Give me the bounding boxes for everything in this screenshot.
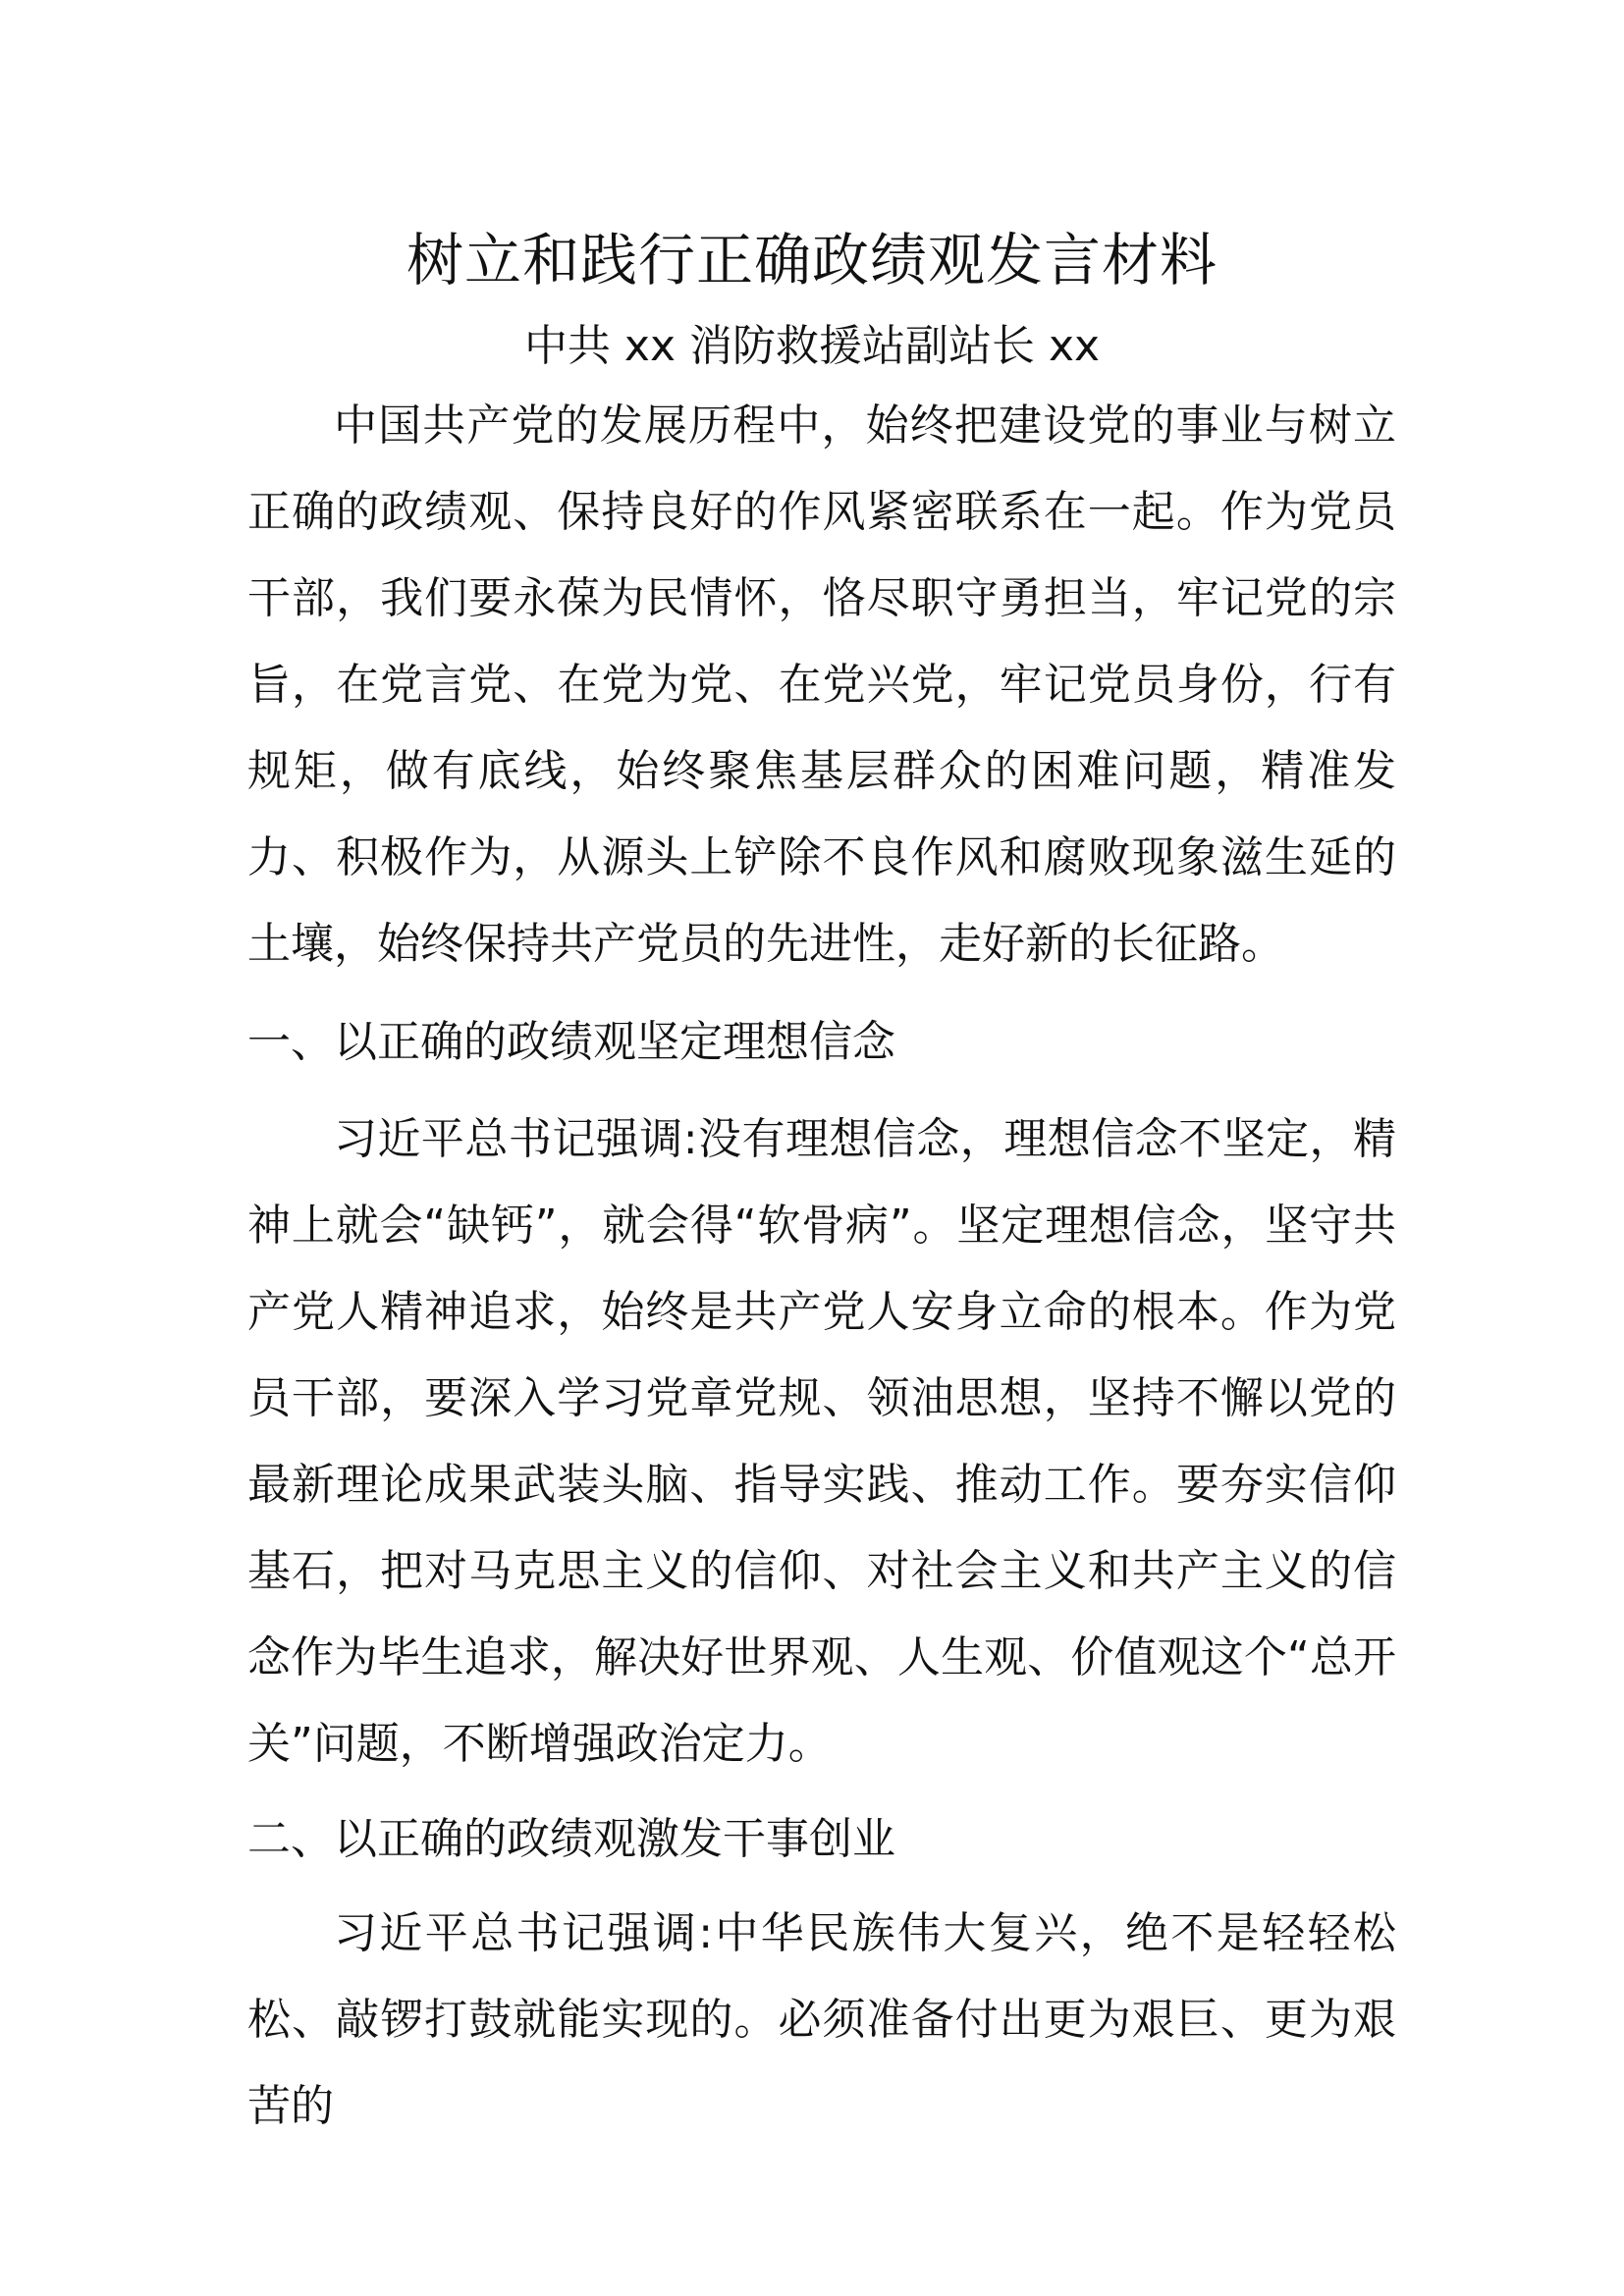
section-heading-2: 二、以正确的政绩观激发干事创业 (247, 1814, 895, 1864)
author-byline: 中共 xx 消防救援站副站长 xx (523, 321, 1101, 371)
section-heading-1: 一、以正确的政绩观坚定理想信念 (247, 1017, 895, 1067)
intro-paragraph: 中国共产党的发展历程中，始终把建设党的事业与树立正确的政绩观、保持良好的作风紧密联系在一起。作为党员干部，我们要永葆为民情怀，恪尽职守勇担当，牢记党的宗旨，在党言党、在党为党、在党兴党，牢记党员身份，行有规矩，做有底线，始终聚焦基层群众的困难问题，精准发力、积极作为，从源头上铲除不良作风和腐败现象滋生延的土壤，始终保持共产党员的先进性，走好新的长征路。 (247, 400, 1396, 969)
section-body-1: 习近平总书记强调:没有理想信念，理想信念不坚定，精神上就会“缺钙”，就会得“软骨病”。坚定理想信念，坚守共产党人精神追求，始终是共产党人安身立命的根本。作为党员干部，要深入学习党章党规、领油思想，坚持不懈以党的最新理论成果武装头脑、指导实践、推动工作。要夯实信仰基石，把对马克思主义的信仰、对社会主义和共产主义的信念作为毕生追求，解决好世界观、人生观、价值观这个“总开关”问题，不断增强政治定力。 (247, 1114, 1396, 1769)
document-title: 树立和践行正确政绩观发言材料 (406, 227, 1218, 294)
section-body-2: 习近平总书记强调:中华民族伟大复兴，绝不是轻轻松松、敲锣打鼓就能实现的。必须准备付出更为艰巨、更为艰苦的 (247, 1908, 1396, 2131)
